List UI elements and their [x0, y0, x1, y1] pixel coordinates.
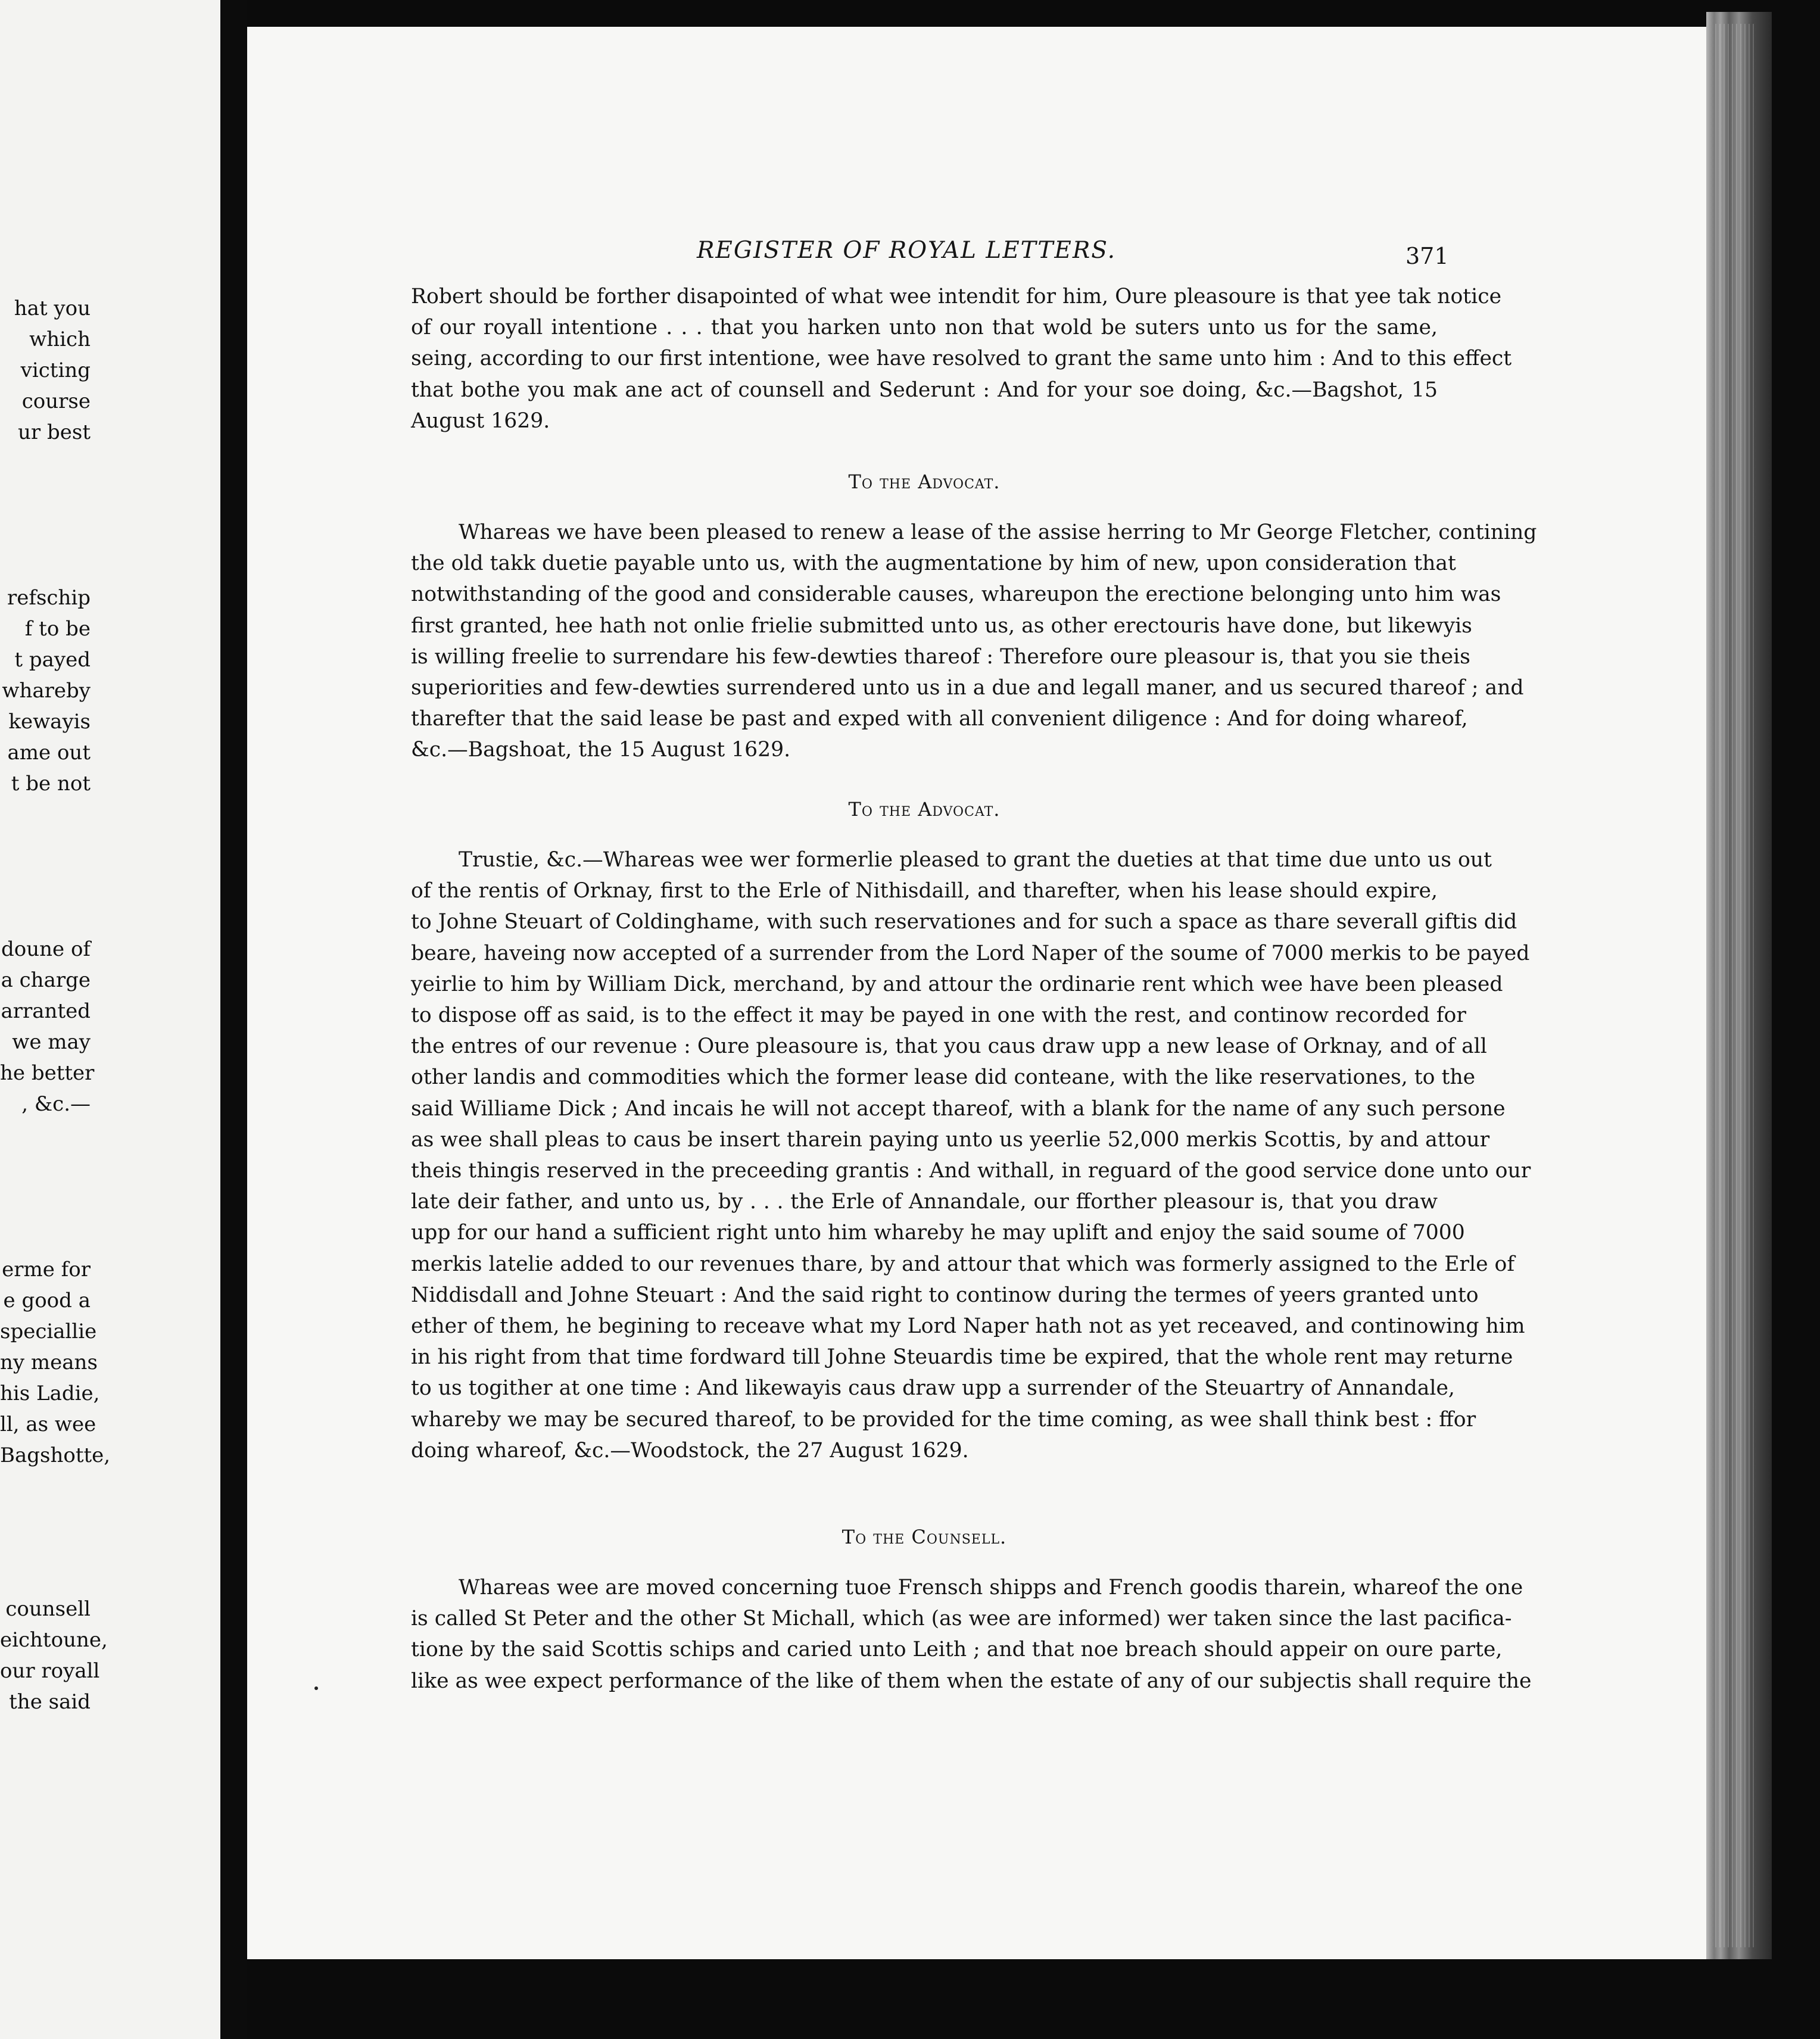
text-line: yeirlie to him by William Dick, merchand, by and attour the ordinarie rent which wee have been pleased — [411, 972, 1503, 996]
facing-page-line: erme for — [2, 1258, 91, 1282]
text-line: other landis and commodities which the former lease did conteane, with the like reservationes, to the — [411, 1065, 1476, 1090]
page-number: 371 — [1405, 243, 1449, 269]
text-line: in his right from that time fordward till Johne Steuardis time be expired, that the whole rent may returne — [411, 1345, 1513, 1370]
text-line: to Johne Steuart of Coldinghame, with such reservationes and for such a space as thare severall giftis did — [411, 910, 1517, 934]
paragraph — [411, 1572, 1532, 1697]
text-line: theis thingis reserved in the preceeding grantis : And withall, in reguard of the good service done unto our — [411, 1159, 1531, 1183]
text-line: superiorities and few-dewties surrendered unto us in a due and legall maner, and us secured thareof ; and — [411, 676, 1524, 700]
facing-page-line: e good a — [3, 1289, 91, 1312]
text-line: whareby we may be secured thareof, to be provided for the time coming, as wee shall think best : ffor — [411, 1407, 1476, 1432]
text-line: to dispose off as said, is to the effect it may be payed in one with the rest, and continow recorded for — [411, 1003, 1466, 1028]
facing-page-line: arranted — [1, 999, 91, 1023]
text-line: the old takk duetie payable unto us, with the augmentatione by him of new, upon consideration that — [411, 551, 1456, 576]
facing-page-line: his Ladie, — [0, 1382, 100, 1405]
facing-page-line: victing — [20, 358, 91, 382]
section-heading: To the Advocat. — [848, 470, 1001, 493]
text-line: is called St Peter and the other St Michall, which (as wee are informed) wer taken since the last pacifica- — [411, 1607, 1512, 1631]
text-line: of our royall intentione . . . that you harken unto non that wold be suters unto us for the same, — [411, 316, 1438, 340]
paragraph — [411, 281, 1512, 437]
facing-page-line: counsell — [5, 1597, 91, 1621]
text-line: August 1629. — [411, 409, 550, 433]
facing-page-line: hat you — [14, 297, 91, 320]
text-line: Niddisdall and Johne Steuart : And the said right to continow during the termes of yeers granted unto — [411, 1283, 1479, 1307]
text-line: first granted, hee hath not onlie frielie submitted unto us, as other erectouris have done, but likewyis — [411, 613, 1472, 638]
paragraph — [411, 844, 1531, 1466]
text-line: seing, according to our first intentione, wee have resolved to grant the same unto him : And to this effect — [411, 347, 1512, 371]
running-title: REGISTER OF ROYAL LETTERS. — [697, 237, 1116, 264]
ink-speck — [314, 1686, 318, 1690]
text-line: Whareas we have been pleased to renew a lease of the assise herring to Mr George Fletcher, contining — [459, 520, 1537, 544]
facing-page-line: t be not — [11, 772, 91, 796]
facing-page-line: our royall — [0, 1659, 100, 1683]
facing-page-line: kewayis — [8, 710, 91, 734]
facing-page-line: the said — [9, 1690, 91, 1714]
facing-page-line: we may — [12, 1030, 91, 1054]
text-line: &c.—Bagshoat, the 15 August 1629. — [411, 738, 791, 762]
text-line: Robert should be forther disapointed of what wee intendit for him, Oure pleasoure is that yee tak notice — [411, 285, 1502, 308]
book-gutter — [220, 0, 247, 2039]
text-line: upp for our hand a sufficient right unto him whareby he may uplift and enjoy the said soume of 7000 — [411, 1221, 1465, 1245]
text-line: doing whareof, &c.—Woodstock, the 27 August 1629. — [411, 1438, 969, 1463]
text-line: tione by the said Scottis schips and caried unto Leith ; and that noe breach should appeir on oure parte, — [411, 1638, 1503, 1662]
facing-page-line: ur best — [18, 420, 91, 444]
section-heading: To the Counsell. — [842, 1526, 1007, 1548]
facing-page-line: f to be — [24, 617, 91, 641]
text-line: that bothe you mak ane act of counsell and Sederunt : And for your soe doing, &c.—Bagshot, 15 — [411, 378, 1438, 402]
facing-page-line: eichtoune, — [0, 1628, 108, 1652]
text-line: like as wee expect performance of the like of them when the estate of any of our subjectis shall require the — [411, 1669, 1532, 1693]
facing-page-line: speciallie — [0, 1320, 97, 1343]
text-line: ether of them, he begining to receave what my Lord Naper hath not as yet receaved, and continowing him — [411, 1314, 1525, 1339]
text-line: tharefter that the said lease be past and exped with all convenient diligence : And for doing whareof, — [411, 707, 1468, 731]
facing-page-line: he better — [0, 1061, 95, 1085]
text-line: to us togither at one time : And likewayis caus draw upp a surrender of the Steuartry of Annandale, — [411, 1376, 1455, 1401]
facing-page-line: whareby — [2, 679, 91, 703]
section-heading: To the Advocat. — [848, 798, 1001, 821]
paragraph — [411, 517, 1537, 766]
text-line: merkis latelie added to our revenues thare, by and attour that which was formerly assigned to the Erle of — [411, 1252, 1515, 1276]
text-line: Trustie, &c.—Whareas wee wer formerlie pleased to grant the dueties at that time due unto us out — [459, 848, 1492, 872]
facing-page-line: a charge — [1, 968, 91, 992]
facing-page-line: doune of — [1, 937, 91, 961]
text-line: is willing freelie to surrendare his few-dewties thareof : Therefore oure pleasour is, that you sie theis — [411, 644, 1470, 669]
facing-page-line: Bagshotte, — [0, 1443, 111, 1467]
text-line: as wee shall pleas to caus be insert tharein paying unto us yeerlie 52,000 merkis Scottis, by and attour — [411, 1127, 1490, 1152]
facing-page-line: ame out — [7, 741, 91, 765]
facing-page-line: t payed — [14, 648, 91, 672]
text-line: notwithstanding of the good and considerable causes, whareupon the erectione belonging unto him was — [411, 582, 1501, 607]
text-line: of the rentis of Orknay, first to the Erle of Nithisdaill, and tharefter, when his lease should expire, — [411, 879, 1438, 903]
facing-page-line: course — [21, 389, 91, 413]
facing-page-line: ny means — [0, 1351, 98, 1374]
text-line: beare, haveing now accepted of a surrender from the Lord Naper of the soume of 7000 merkis to be payed — [411, 941, 1530, 965]
text-line: the entres of our revenue : Oure pleasoure is, that you caus draw upp a new lease of Orknay, and of all — [411, 1034, 1487, 1059]
text-line: late deir father, and unto us, by . . . the Erle of Annandale, our fforther pleasour is, that you draw — [411, 1190, 1438, 1214]
text-line: Whareas wee are moved concerning tuoe Frensch shipps and French goodis tharein, whareof the one — [459, 1576, 1523, 1600]
facing-page-line: , &c.— — [21, 1092, 91, 1116]
facing-page-line: refschip — [7, 586, 91, 610]
facing-page-line: ll, as wee — [0, 1413, 96, 1436]
text-line: said Williame Dick ; And incais he will not accept thareof, with a blank for the name of any such persone — [411, 1096, 1506, 1121]
facing-page-line: which — [29, 328, 91, 351]
